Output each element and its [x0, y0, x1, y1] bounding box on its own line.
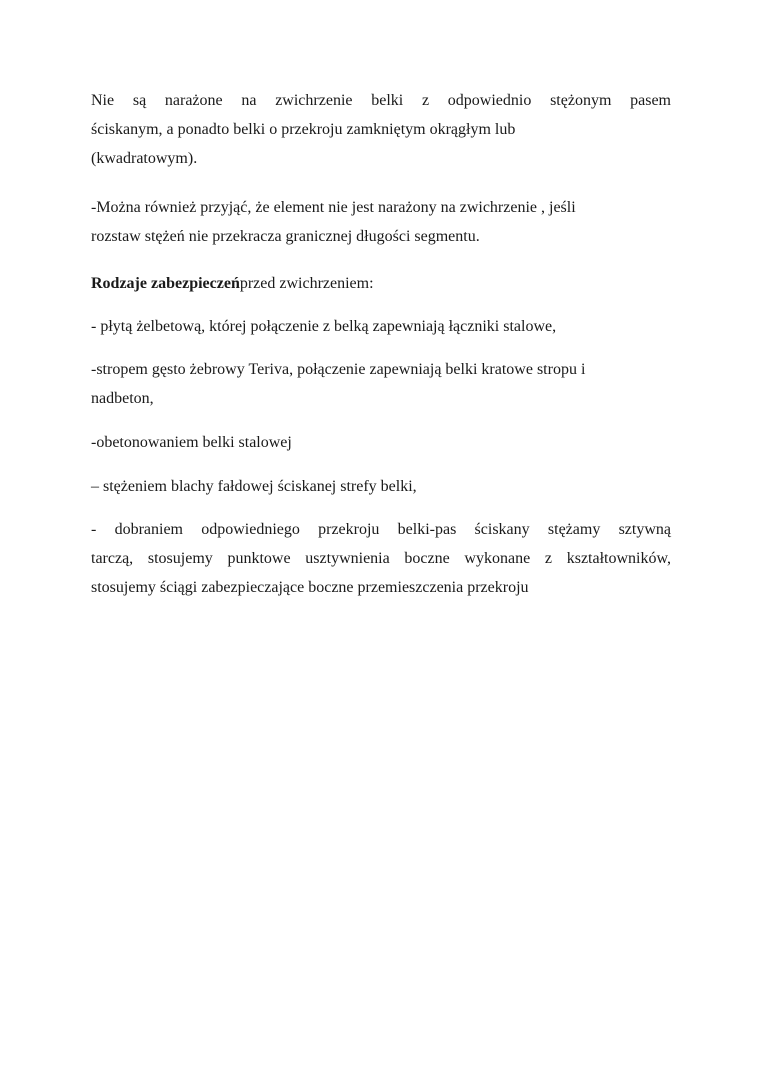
list-item	[91, 312, 671, 341]
text-line: -Można również przyjąć, że element nie jest narażony na zwichrzenie , jeśli	[91, 199, 576, 216]
paragraph-segment-length	[91, 193, 671, 251]
text-line: ściskanym, a ponadto belki o przekroju zamkniętym okrągłym lub	[91, 121, 516, 138]
paragraph-not-exposed	[91, 86, 671, 173]
text-line: (kwadratowym).	[91, 150, 198, 167]
text-line: – stężeniem blachy fałdowej ściskanej strefy belki,	[91, 478, 417, 495]
heading-rest: przed zwichrzeniem:	[239, 275, 374, 292]
list-item	[91, 472, 671, 501]
text-line: -obetonowaniem belki stalowej	[91, 434, 292, 451]
section-heading	[91, 269, 671, 298]
text-line: nadbeton,	[91, 390, 154, 407]
text-line: - płytą żelbetową, której połączenie z belką zapewniają łączniki stalowe,	[91, 318, 557, 335]
text-line: rozstaw stężeń nie przekracza granicznej długości segmentu.	[91, 228, 480, 245]
text-line: tarczą, stosujemy punktowe usztywnienia boczne wykonane z kształtowników,	[91, 550, 671, 567]
text-line: - dobraniem odpowiedniego przekroju belki-pas ściskany stężamy sztywną	[91, 521, 671, 538]
list-item	[91, 515, 671, 602]
text-line: stosujemy ściągi zabezpieczające boczne przemieszczenia przekroju	[91, 579, 529, 596]
list-item	[91, 355, 671, 413]
text-line: -stropem gęsto żebrowy Teriva, połączenie zapewniają belki kratowe stropu i	[91, 361, 586, 378]
heading-bold: Rodzaje zabezpieczeń	[91, 275, 240, 292]
text-line: Nie są narażone na zwichrzenie belki z odpowiednio stężonym pasem	[91, 92, 671, 109]
list-item	[91, 428, 671, 457]
